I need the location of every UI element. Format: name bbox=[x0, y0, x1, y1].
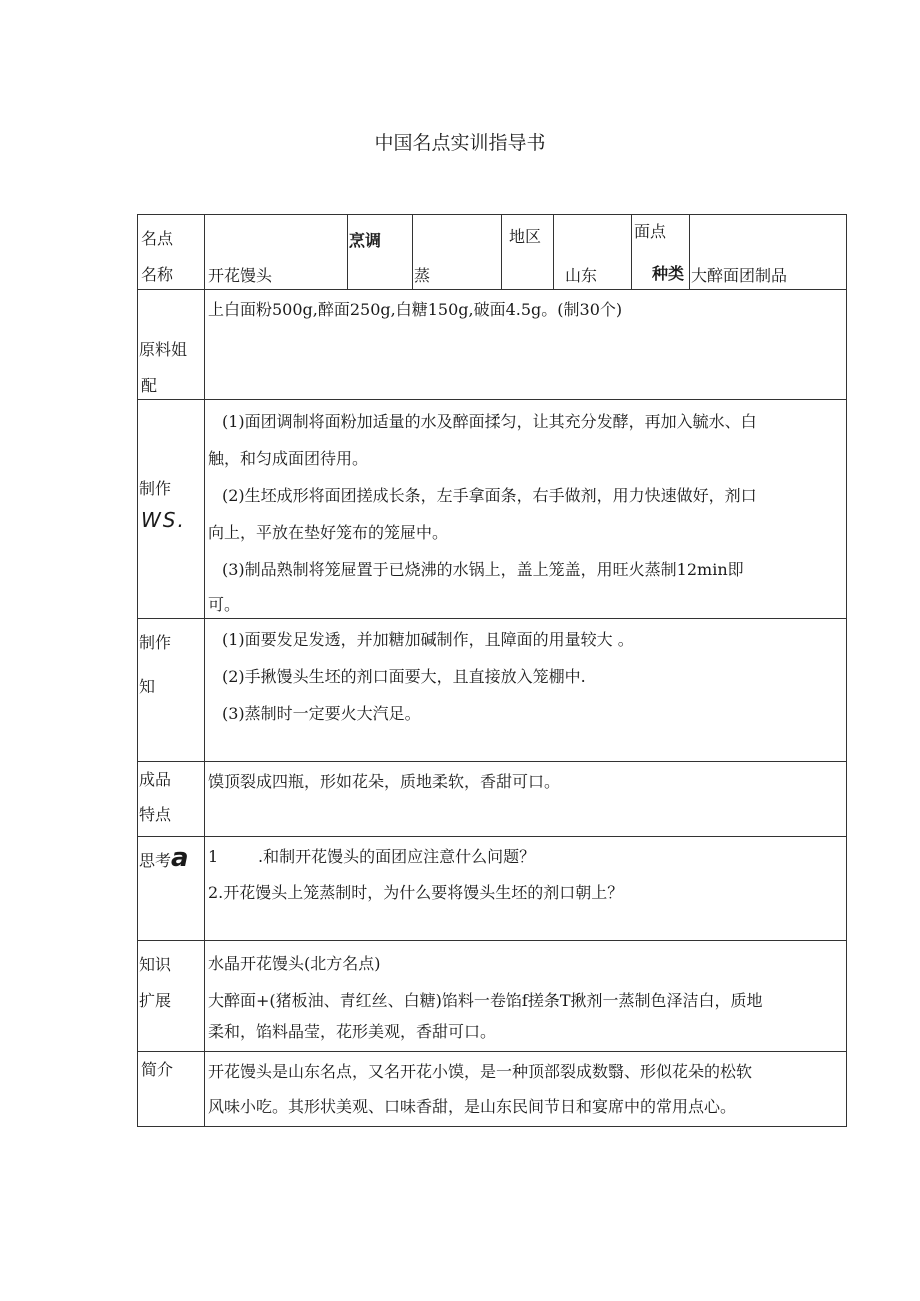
cook-value: 蒸 bbox=[414, 266, 431, 285]
process-line-1: (1)面团调制将面粉加适量的水及醉面揉匀，让其充分发酵，再加入毓水、白 bbox=[222, 412, 757, 431]
process-line-2: 触，和匀成面团待用。 bbox=[208, 449, 369, 468]
ingredients-label-2: 配 bbox=[141, 376, 158, 395]
type-value: 大醉面团制品 bbox=[691, 266, 788, 285]
process-line-3: (2)生坯成形将面团搓成长条，左手拿面条，右手做剂，用力快速做好，剂口 bbox=[222, 486, 757, 505]
features-text: 馍顶裂成四瓶，形如花朵，质地柔软，香甜可口。 bbox=[208, 772, 561, 791]
questions-label: 思考a bbox=[139, 843, 189, 873]
question-1-number: 1 bbox=[208, 847, 219, 866]
type-label: 面点 bbox=[634, 222, 667, 241]
ingredients-label: 原料姐 bbox=[139, 340, 188, 359]
tips-line-1: (1)面要发足发透，并加糖加碱制作，且障面的用量较大 。 bbox=[222, 630, 634, 649]
features-label-2: 特点 bbox=[139, 805, 172, 824]
name-label: 名点 bbox=[141, 229, 174, 248]
features-label: 成品 bbox=[139, 770, 172, 789]
tips-line-2: (2)手揪馒头生坯的剂口面要大，且直接放入笼棚中. bbox=[222, 667, 586, 686]
intro-line-1: 开花馒头是山东名点，又名开花小馍，是一种顶部裂成数翳、形似花朵的松软 bbox=[208, 1062, 753, 1081]
process-line-5: (3)制品熟制将笼屉置于已烧沸的水锅上，盖上笼盖，用旺火蒸制12min即 bbox=[222, 560, 744, 579]
header-row bbox=[138, 215, 846, 290]
tips-line-3: (3)蒸制时一定要火大汽足。 bbox=[222, 704, 421, 723]
ingredients-text: 上白面粉500g,醉面250g,白糖150g,破面4.5g。(制30个) bbox=[208, 300, 623, 319]
process-label-2: WS. bbox=[141, 508, 186, 532]
extension-label: 知识 bbox=[139, 955, 172, 974]
name-value: 开花馒头 bbox=[208, 266, 273, 285]
extension-line-2: 大醉面+(猪板油、青红丝、白糖)馅料一卷馅f搓条T揪剂一蒸制色泽洁白，质地 bbox=[208, 991, 763, 1010]
region-label: 地区 bbox=[509, 227, 542, 246]
recipe-table bbox=[137, 214, 847, 1127]
process-row bbox=[138, 400, 846, 619]
intro-line-2: 风味小吃。其形状美观、口味香甜，是山东民间节日和宴席中的常用点心。 bbox=[208, 1097, 737, 1116]
extension-label-2: 扩展 bbox=[139, 991, 172, 1010]
intro-label: 简介 bbox=[141, 1060, 174, 1079]
questions-label-mark: a bbox=[171, 843, 189, 873]
intro-row bbox=[138, 1052, 846, 1126]
features-row bbox=[138, 762, 846, 837]
page-title: 中国名点实训指导书 bbox=[374, 132, 546, 154]
tips-label-2: 知 bbox=[139, 677, 156, 696]
questions-row bbox=[138, 837, 846, 941]
ingredients-row bbox=[138, 290, 846, 400]
tips-label: 制作 bbox=[139, 633, 172, 652]
extension-line-1: 水晶开花馒头(北方名点) bbox=[208, 954, 381, 973]
question-1: .和制开花馒头的面团应注意什么问题？ bbox=[258, 847, 536, 866]
process-label: 制作 bbox=[139, 479, 172, 498]
process-line-4: 向上，平放在垫好笼布的笼屉中。 bbox=[208, 523, 449, 542]
question-2: 2.开花馒头上笼蒸制时，为什么要将馒头生坯的剂口朝上？ bbox=[208, 883, 624, 902]
region-value: 山东 bbox=[565, 266, 598, 285]
tips-row bbox=[138, 619, 846, 762]
cook-label: 烹调 bbox=[349, 231, 382, 250]
process-line-6: 可。 bbox=[208, 595, 241, 614]
name-label-2: 名称 bbox=[141, 265, 174, 284]
extension-row bbox=[138, 941, 846, 1052]
extension-line-3: 柔和，馅料晶莹，花形美观，香甜可口。 bbox=[208, 1022, 497, 1041]
type-label-2: 种类 bbox=[652, 264, 685, 283]
